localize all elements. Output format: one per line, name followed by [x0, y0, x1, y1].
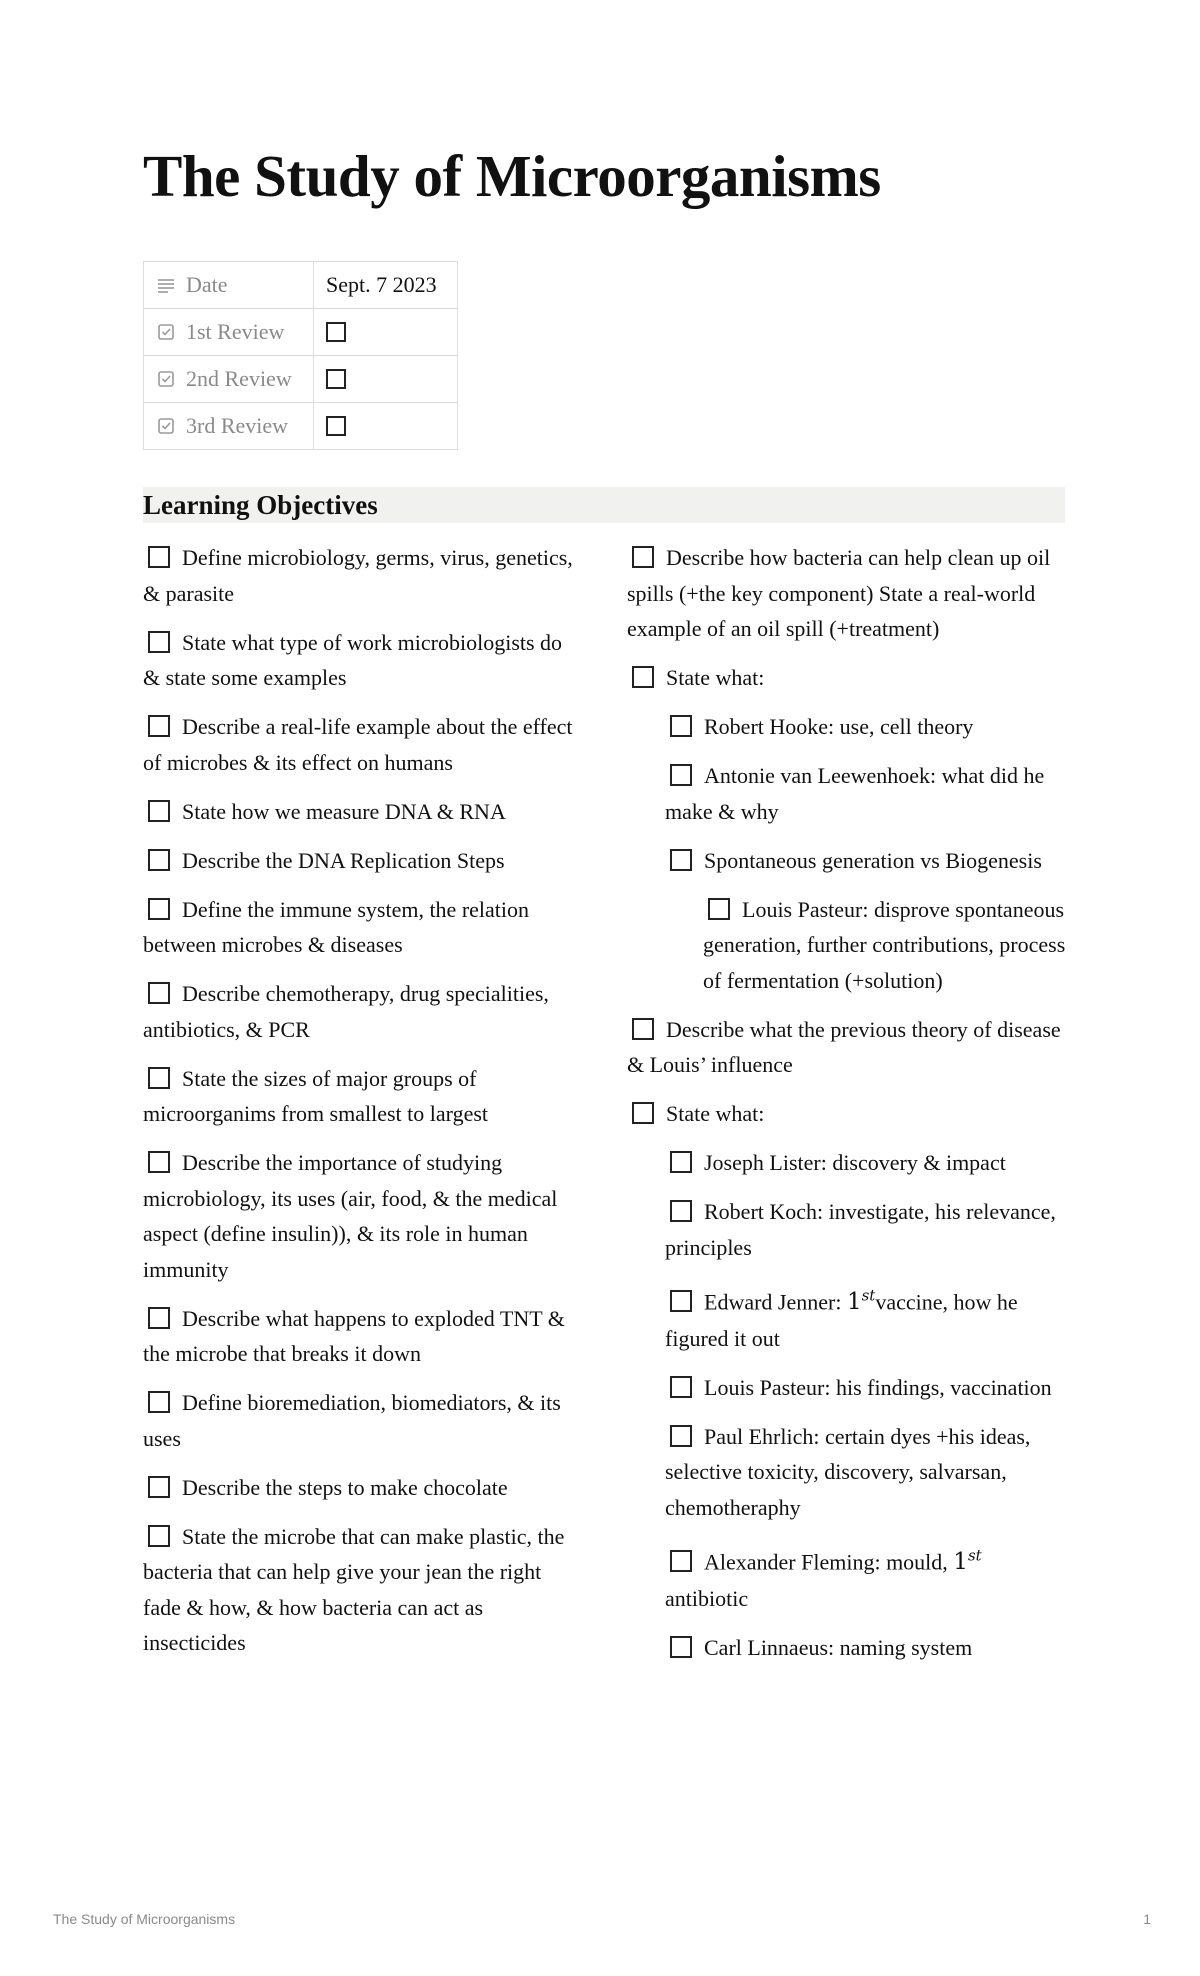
- todo-item: [627, 1012, 1067, 1083]
- todo-text: Edward Jenner:: [704, 1289, 847, 1315]
- todo-text: Alexander Fleming: mould,: [704, 1549, 954, 1575]
- todo-text: State the microbe that can make plastic, the bacteria that can help give your jean the right fade & how, & how bacteria can act as insecticides: [143, 1523, 565, 1655]
- todo-checkbox[interactable]: [632, 546, 654, 568]
- todo-checkbox[interactable]: [148, 1067, 170, 1089]
- property-row: [144, 403, 458, 450]
- todo-text: State the sizes of major groups of microorganims from smallest to largest: [143, 1065, 489, 1126]
- todo-item: [143, 1301, 583, 1372]
- todo-item: [143, 1470, 583, 1506]
- todo-text: Describe the importance of studying microbiology, its uses (air, food, & the medical aspect (define insulin)), & its role in human immunity: [143, 1150, 558, 1282]
- todo-text: Describe the DNA Replication Steps: [182, 847, 505, 873]
- checkbox-icon: [156, 322, 176, 342]
- todo-checkbox[interactable]: [148, 982, 170, 1004]
- section-heading: Learning Objectives: [143, 487, 1065, 523]
- todo-text: Describe what happens to exploded TNT & the microbe that breaks it down: [143, 1305, 565, 1366]
- todo-item: [627, 758, 1067, 829]
- property-row: [144, 262, 458, 309]
- todo-checkbox[interactable]: [670, 1376, 692, 1398]
- todo-text: Louis Pasteur: his findings, vaccination: [704, 1374, 1052, 1400]
- todo-checkbox[interactable]: [148, 1151, 170, 1173]
- todo-text: Define bioremediation, biomediators, & its uses: [143, 1390, 561, 1451]
- review-checkbox[interactable]: [326, 369, 346, 389]
- ordinal-math: [953, 1546, 982, 1576]
- property-name: 2nd Review: [186, 366, 292, 391]
- todo-item: [143, 540, 583, 611]
- todo-checkbox[interactable]: [670, 1425, 692, 1447]
- todo-checkbox[interactable]: [148, 631, 170, 653]
- todo-checkbox[interactable]: [632, 666, 654, 688]
- todo-item: [627, 892, 1067, 999]
- todo-checkbox[interactable]: [670, 764, 692, 786]
- todo-item: [143, 709, 583, 780]
- todo-item: [627, 1419, 1067, 1526]
- todo-item: [143, 892, 583, 963]
- todo-checkbox[interactable]: [148, 1391, 170, 1413]
- objectives-left-column: [143, 540, 583, 1674]
- todo-item: [143, 1061, 583, 1132]
- checkbox-icon: [156, 416, 176, 436]
- todo-checkbox[interactable]: [148, 715, 170, 737]
- property-name-cell: [144, 309, 314, 356]
- todo-checkbox[interactable]: [148, 1525, 170, 1547]
- ordinal-number: 1: [846, 1289, 862, 1316]
- todo-checkbox[interactable]: [148, 546, 170, 568]
- todo-item: [627, 660, 1067, 696]
- todo-text: State how we measure DNA & RNA: [182, 798, 506, 824]
- todo-item: [627, 1194, 1067, 1265]
- todo-text: Robert Hooke: use, cell theory: [704, 714, 974, 739]
- ordinal-math: [846, 1286, 876, 1316]
- todo-text: Define the immune system, the relation between microbes & diseases: [143, 896, 530, 957]
- todo-text: Joseph Lister: discovery & impact: [704, 1150, 1006, 1175]
- todo-text: Louis Pasteur: disprove spontaneous generation, further contributions, process of fermentation (+solution): [703, 896, 1066, 993]
- todo-checkbox[interactable]: [670, 1290, 692, 1312]
- todo-text: State what type of work microbiologists do & state some examples: [143, 629, 563, 690]
- todo-checkbox[interactable]: [670, 1550, 692, 1572]
- properties-table: [143, 261, 458, 450]
- todo-item: [627, 1096, 1067, 1132]
- todo-checkbox[interactable]: [148, 898, 170, 920]
- property-name: 1st Review: [186, 319, 285, 344]
- todo-checkbox[interactable]: [148, 849, 170, 871]
- todo-item: [627, 1145, 1067, 1181]
- todo-item: [143, 976, 583, 1047]
- property-row: [144, 309, 458, 356]
- property-value: Sept. 7 2023: [326, 272, 437, 297]
- todo-text: State what:: [666, 1101, 765, 1126]
- property-name-cell: [144, 262, 314, 309]
- todo-item: [143, 794, 583, 830]
- property-name-cell: [144, 403, 314, 450]
- todo-checkbox[interactable]: [670, 1636, 692, 1658]
- todo-checkbox[interactable]: [670, 849, 692, 871]
- todo-text: Paul Ehrlich: certain dyes +his ideas, selective toxicity, discovery, salvarsan, chemotheraphy: [665, 1423, 1031, 1520]
- todo-checkbox[interactable]: [708, 898, 730, 920]
- todo-text: Describe a real-life example about the effect of microbes & its effect on humans: [143, 714, 573, 775]
- text-lines-icon: [156, 275, 176, 295]
- objectives-right-column: [627, 540, 1067, 1679]
- todo-checkbox[interactable]: [670, 715, 692, 737]
- property-value-cell: [314, 356, 458, 403]
- todo-text: Spontaneous generation vs Biogenesis: [704, 847, 1042, 873]
- todo-text: Describe what the previous theory of disease & Louis’ influence: [627, 1016, 1061, 1077]
- todo-checkbox[interactable]: [632, 1102, 654, 1124]
- todo-item: [143, 625, 583, 696]
- todo-text: Describe chemotherapy, drug specialities, antibiotics, & PCR: [143, 981, 549, 1042]
- property-row: [144, 356, 458, 403]
- todo-checkbox[interactable]: [632, 1018, 654, 1040]
- footer-page-number: 1: [1143, 1911, 1151, 1927]
- property-value-cell: [314, 403, 458, 450]
- todo-item: [143, 1385, 583, 1456]
- todo-item: [143, 1145, 583, 1287]
- todo-checkbox[interactable]: [670, 1200, 692, 1222]
- todo-checkbox[interactable]: [148, 1476, 170, 1498]
- ordinal-suffix: st: [861, 1286, 876, 1305]
- property-name: 3rd Review: [186, 413, 289, 438]
- todo-item: [627, 1630, 1067, 1666]
- todo-item: [627, 1370, 1067, 1406]
- todo-text: Describe the steps to make chocolate: [182, 1474, 508, 1500]
- property-value-cell[interactable]: [314, 262, 458, 309]
- ordinal-number: 1: [953, 1549, 968, 1576]
- todo-text: Carl Linnaeus: naming system: [704, 1634, 973, 1660]
- todo-checkbox[interactable]: [148, 1307, 170, 1329]
- todo-text: antibiotic: [665, 1585, 749, 1611]
- todo-item: [143, 843, 583, 879]
- todo-text: State what:: [666, 665, 765, 690]
- todo-item: [627, 1279, 1067, 1357]
- todo-item: [143, 1519, 583, 1661]
- todo-item: [627, 709, 1067, 745]
- todo-text: Define microbiology, germs, virus, genetics, & parasite: [143, 545, 573, 606]
- ordinal-suffix: st: [967, 1546, 982, 1565]
- review-checkbox[interactable]: [326, 416, 346, 436]
- review-checkbox[interactable]: [326, 322, 346, 342]
- todo-item: [627, 843, 1067, 879]
- page-title: The Study of Microorganisms: [143, 143, 881, 209]
- footer-title: The Study of Microorganisms: [53, 1911, 236, 1927]
- property-value-cell: [314, 309, 458, 356]
- property-name: Date: [186, 272, 228, 297]
- property-name-cell: [144, 356, 314, 403]
- todo-checkbox[interactable]: [148, 800, 170, 822]
- todo-text: Describe how bacteria can help clean up oil spills (+the key component) State a real-world example of an oil spill (+treatment): [627, 545, 1051, 641]
- todo-text: Antonie van Leewenhoek: what did he make & why: [665, 763, 1045, 824]
- todo-item: [627, 1539, 1067, 1617]
- todo-text: vaccine, how he figured it out: [665, 1289, 1018, 1351]
- checkbox-icon: [156, 369, 176, 389]
- todo-text: Robert Koch: investigate, his relevance, principles: [665, 1199, 1056, 1260]
- todo-item: [627, 540, 1067, 647]
- todo-checkbox[interactable]: [670, 1151, 692, 1173]
